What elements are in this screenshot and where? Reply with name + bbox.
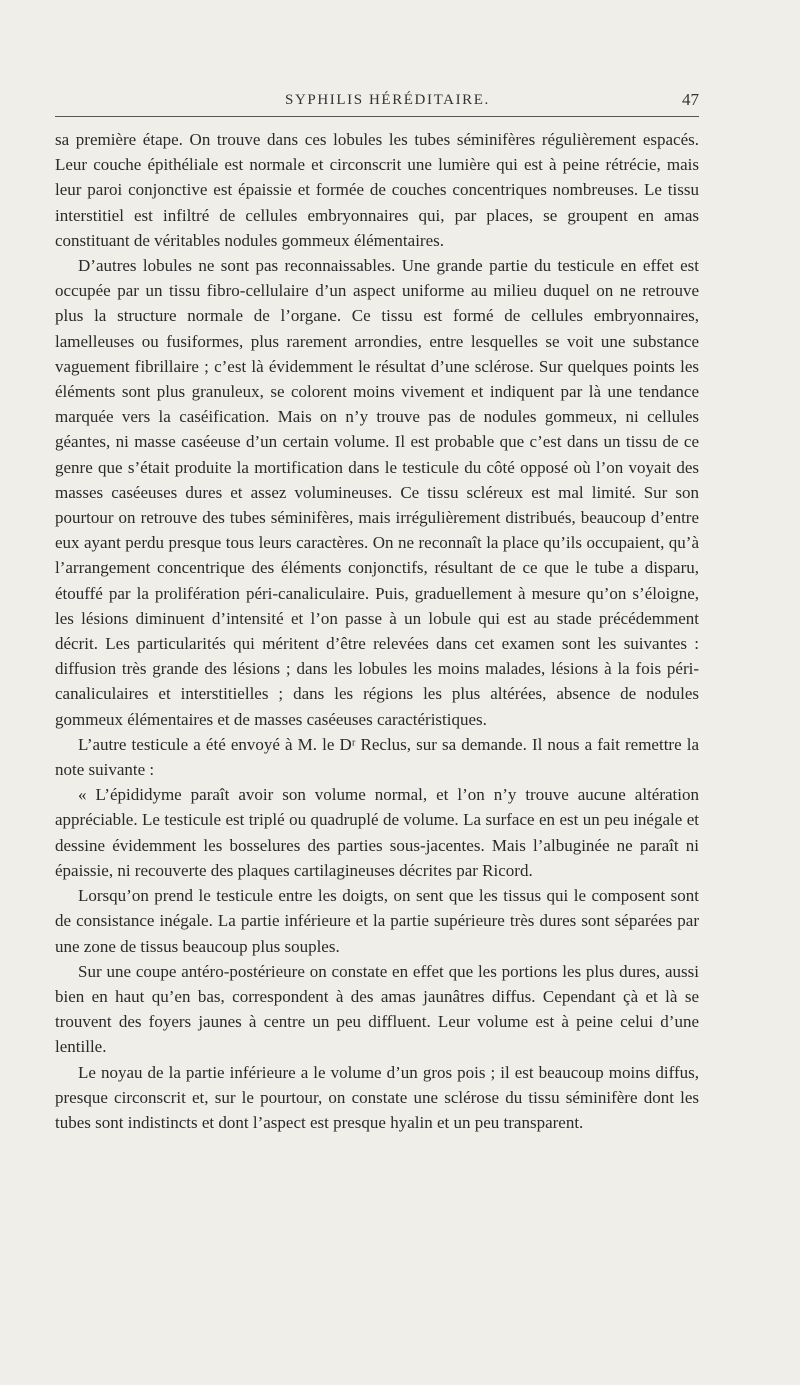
paragraph-3: L’autre testicule a été envoyé à M. le Dʳ Reclus, sur sa demande. Il nous a fait remettre la note suivante : [55,734,699,780]
paragraph-4: « L’épididyme paraît avoir son volume normal, et l’on n’y trouve aucune altération appréciable. Le testicule est triplé ou quadruplé de volume. La surface en est un peu inégale et dessine évidemment les bosselures des parties sous-jacentes. Mais l’albuginée ne paraît ni épaissie, ni recouverte des plaques cartilagineuses décrites par Ricord. [55,785,699,880]
paragraph-5: Lorsqu’on prend le testicule entre les doigts, on sent que les tissus qui le composent sont de consistance inégale. La partie inférieure et la partie supérieure très dures sont séparées par une zone de tissus beaucoup plus souples. [55,886,699,956]
paragraph-7: Le noyau de la partie inférieure a le volume d’un gros pois ; il est beaucoup moins diffus, presque circonscrit et, sur le pourtour, on constate une sclérose du tissu séminifère dont les tubes sont indistincts et dont l’aspect est presque hyalin et un peu transparent. [55,1062,699,1132]
paragraph-6: Sur une coupe antéro-postérieure on constate en effet que les portions les plus dures, aussi bien en haut qu’en bas, correspondent à des amas jaunâtres diffus. Cependant çà et là se trouvent des foyers jaunes à centre un peu diffluent. Leur volume est à peine celui d’une lentille. [55,961,699,1057]
header-rule [55,116,699,117]
page-number: 47 [682,90,699,109]
running-title: SYPHILIS HÉRÉDITAIRE. [285,92,490,108]
running-head [55,88,699,116]
paragraph-1: sa première étape. On trouve dans ces lobules les tubes séminifères régulièrement espacés. Leur couche épithéliale est normale et circonscrit une lumière qui est à peine rétrécie, mais leur paroi conjonctive est épaissie et formée de couches concentriques nombreuses. Le tissu interstitiel est infiltré de cellules embryonnaires qui, par places, se groupent en amas constituant de véritables nodules gommeux élémentaires. [55,130,699,250]
body-text [55,127,699,1135]
book-page [55,88,699,1135]
paragraph-2: D’autres lobules ne sont pas reconnaissables. Une grande partie du testicule en effet est occupée par un tissu fibro-cellulaire d’un aspect uniforme au milieu duquel on ne retrouve plus la structure normale de l’organe. Ce tissu est formé de cellules embryonnaires, lamelleuses ou fusiformes, plus rarement arrondies, entre lesquelles se voit une substance vaguement fibrillaire ; c’est là évidemment le résultat d’une sclérose. Sur quelques points les éléments sont plus granuleux, se colorent moins vivement et indiquent par là une tendance marquée vers la caséification. Mais on n’y trouve pas de nodules gommeux, ni cellules géantes, ni masse caséeuse d’un certain volume. Il est probable que c’est dans un tissu de ce genre que s’était produite la mortification dans le testicule du côté opposé où l’on voyait des masses caséeuses dures et assez volumineuses. Ce tissu scléreux est mal limité. Sur son pourtour on retrouve des tubes séminifères, mais irrégulièrement distribués, beaucoup d’entre eux ayant perdu presque tous leurs caractères. On ne reconnaît la place qu’ils occupaient, qu’à l’arrangement concentrique des éléments conjonctifs, résultant de ce que le tube a disparu, étouffé par la prolifération péri-canaliculaire. Puis, graduellement à mesure qu’on s’éloigne, les lésions diminuent d’intensité et l’on passe à un lobule qui est au stade précédemment décrit. Les particularités qui méritent d’être relevées dans cet examen sont les suivantes : diffusion très grande des lésions ; dans les lobules les moins malades, lésions à la fois péri-canaliculaires et interstitielles ; dans les régions les plus altérées, absence de nodules gommeux élémentaires et de masses caséeuses caractéristiques. [55,256,699,729]
